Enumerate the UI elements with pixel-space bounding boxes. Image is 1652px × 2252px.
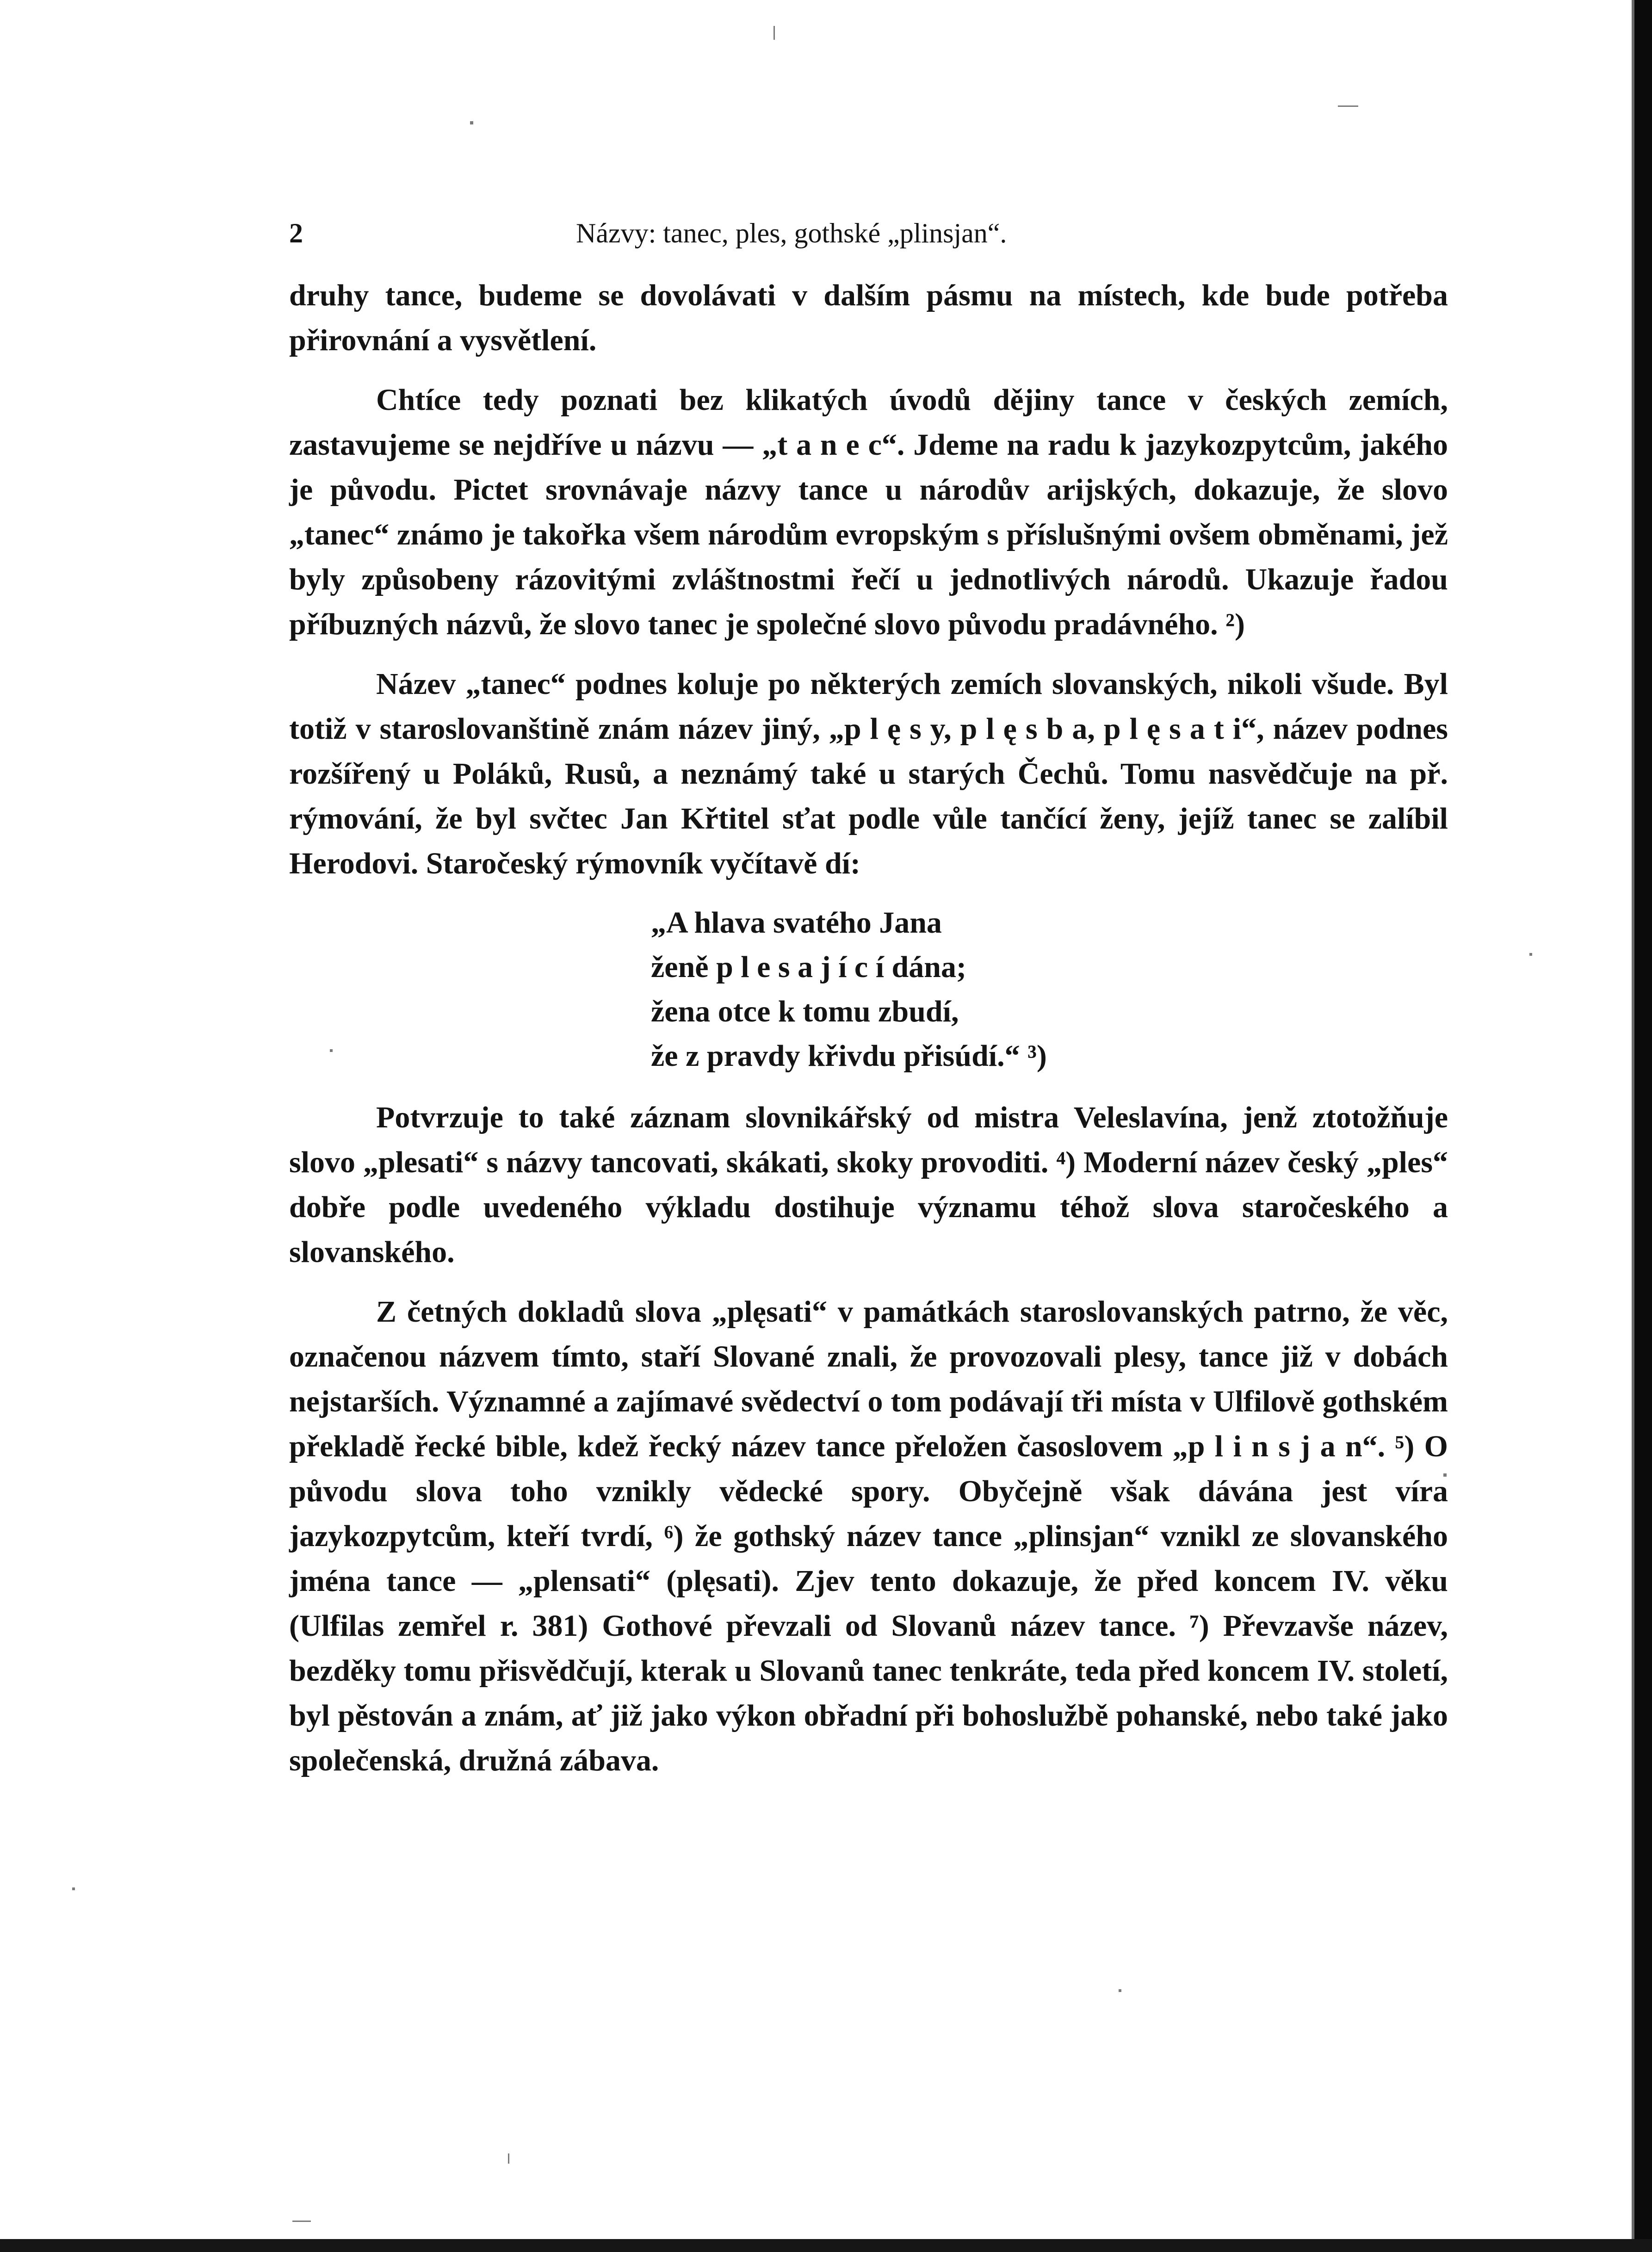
verse-line-2: ženě p l e s a j í c í dána; — [651, 950, 966, 984]
paragraph-5: Z četných dokladů slova „plęsati“ v památkách staroslovanských patrno, že věc, označenou názvem tímto, staří Slované znali, že provozovali plesy, tance již v dobách nejstarších. Významné a zajímavé svědectví o tom podávají tři místa v Ulfilově gothském překladě řecké bible, kdež řecký název tance přeložen časoslovem „p l i n s j a n“. ⁵) O původu slova toho vznikly vědecké spory. Obyčejně však dávána jest víra jazykozpytcům, kteří tvrdí, ⁶) že gothský název tance „plinsjan“ vznikl ze slovanského jména tance — „plensati“ (plęsati). Zjev tento dokazuje, že před koncem IV. věku (Ulfilas zemřel r. 381) Gothové převzali od Slovanů název tance. ⁷) Převzavše název, bezděky tomu přisvědčují, kterak u Slovanů tanec tenkráte, teda před koncem IV. století, byl pěstován a znám, ať již jako výkon obřadní při bohoslužbě pohanské, nebo také jako společenská, družná zábava. — [289, 1295, 1448, 1777]
scan-speck — [1338, 105, 1358, 107]
paragraph-3: Název „tanec“ podnes koluje po některých zemích slovanských, nikoli všude. Byl totiž v staroslovanštině znám název jiný, „p l ę s y, p l ę s b a, p l ę s a t i“, název podnes rozšířený u Poláků, Rusů, a neznámý také u starých Čechů. Tomu nasvědčuje na př. rýmování, že byl svčtec Jan Křtitel sťat podle vůle tančící ženy, jejíž tanec se zalíbil Herodovi. Staročeský rýmovník vyčítavě dí: — [289, 667, 1448, 880]
verse-line-1: „A hlava svatého Jana — [651, 906, 942, 940]
body-text — [289, 273, 1448, 1783]
paragraph-2: Chtíce tedy poznati bez klikatých úvodů dějiny tance v českých zemích, zastavujeme se nejdříve u názvu — „t a n e c“. Jdeme na radu k jazykozpytcům, jakého je původu. Pictet srovnávaje názvy tance u národův arijských, dokazuje, že slovo „tanec“ známo je takořka všem národům evropským s příslušnými ovšem obměnami, jež byly způsobeny rázovitými zvláštnostmi řečí u jednotlivých národů. Ukazuje řadou příbuzných názvů, že slovo tanec je společné slovo původu pradávného. ²) — [289, 383, 1448, 641]
scan-edge-right — [1634, 0, 1652, 2252]
scan-speck — [508, 2153, 509, 2164]
verse-quote — [651, 901, 1448, 1078]
book-page — [289, 217, 1448, 1798]
paragraph-4: Potvrzuje to také záznam slovnikářský od mistra Veleslavína, jenž ztotožňuje slovo „plesati“ s názvy tancovati, skákati, skoky provoditi. ⁴) Moderní název český „ples“ dobře podle uvedeného výkladu dostihuje významu téhož slova staročeského a slovanského. — [289, 1101, 1448, 1269]
scan-speck — [292, 2221, 311, 2222]
page-number: 2 — [289, 218, 303, 248]
scan-edge-shadow — [1632, 0, 1634, 2252]
scan-edge-bottom — [0, 2239, 1652, 2252]
running-head-title: Názvy: tanec, ples, gothské „plinsjan“. — [576, 218, 1007, 248]
scan-speck — [1119, 1989, 1121, 1992]
running-head — [289, 217, 1448, 273]
scan-speck — [470, 121, 473, 124]
scan-speck — [72, 1887, 75, 1890]
scan-speck — [773, 26, 775, 40]
scan-speck — [1529, 953, 1532, 956]
paragraph-1: druhy tance, budeme se dovolávati v dalším pásmu na místech, kde bude potřeba přirovnání a vysvětlení. — [289, 278, 1448, 357]
verse-line-4: že z pravdy křivdu přisúdí.“ ³) — [651, 1039, 1047, 1073]
verse-line-3: žena otce k tomu zbudí, — [651, 995, 959, 1028]
